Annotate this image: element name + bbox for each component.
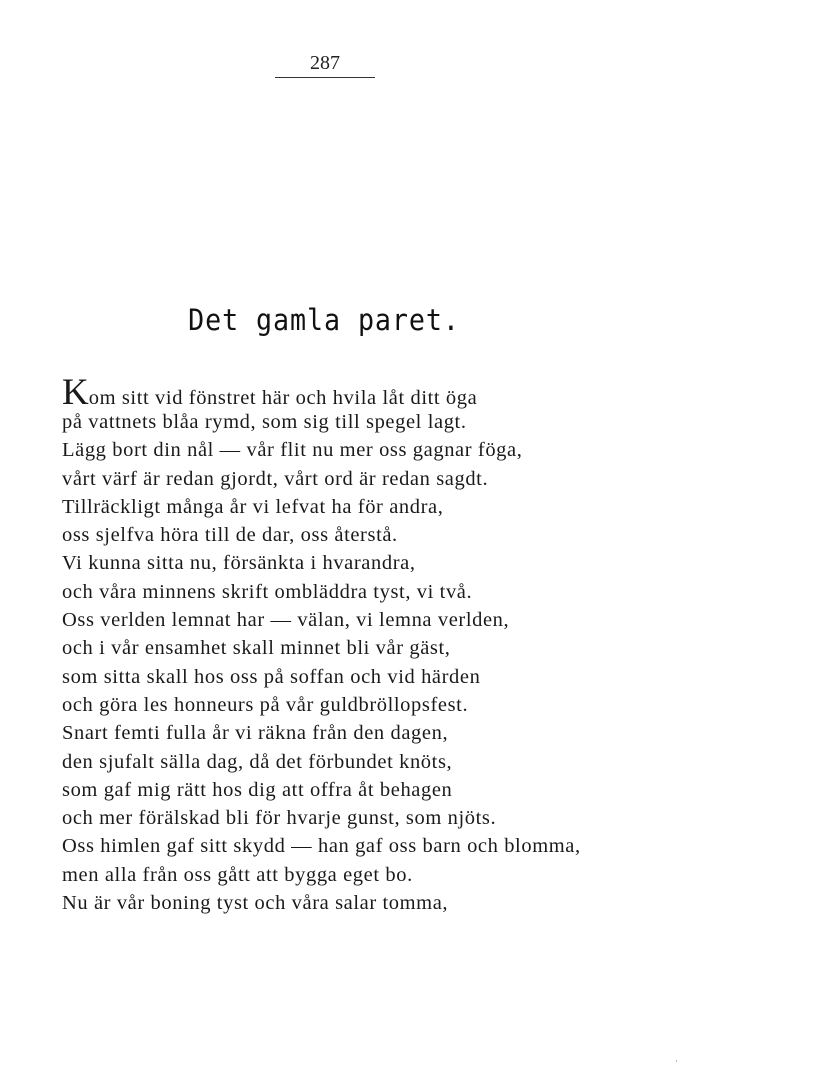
verse-line: oss sjelfva höra till de dar, oss återstå. <box>62 524 398 547</box>
poem-body <box>62 372 622 917</box>
verse-line: den sjufalt sälla dag, då det förbundet knöts, <box>62 750 453 773</box>
verse-line: vårt värf är redan gjordt, vårt ord är redan sagdt. <box>62 467 489 490</box>
verse-line: på vattnets blåa rymd, som sig till spegel lagt. <box>62 411 467 433</box>
verse-line: som sitta skall hos oss på soffan och vid härden <box>62 665 481 688</box>
verse-line: och våra minnens skrift ombläddra tyst, vi två. <box>62 580 473 603</box>
verse-line: Snart femti fulla år vi räkna från den dagen, <box>62 722 449 745</box>
poem-title: Det gamla paret. <box>188 303 460 337</box>
verse-line: Nu är vår boning tyst och våra salar tomma, <box>62 892 449 915</box>
verse-line: Lägg bort din nål — vår flit nu mer oss gagnar föga, <box>62 439 523 462</box>
verse-line: som gaf mig rätt hos dig att offra åt behagen <box>62 778 453 801</box>
verse-line: Vi kunna sitta nu, försänkta i hvarandra, <box>62 552 416 575</box>
page-number: 287 <box>310 52 340 74</box>
verse-line: och mer förälskad bli för hvarje gunst, som njöts. <box>62 807 497 830</box>
verse-line: men alla från oss gått att bygga eget bo. <box>62 863 413 886</box>
paper-speck <box>676 1060 677 1062</box>
drop-cap: K <box>62 372 89 413</box>
verse-line: Oss himlen gaf sitt skydd — han gaf oss barn och blomma, <box>62 835 581 858</box>
verse-line <box>62 372 622 413</box>
verse-line: Tillräckligt många år vi lefvat ha för andra, <box>62 495 444 518</box>
verse-line: Oss verlden lemnat har — välan, vi lemna verlden, <box>62 609 510 632</box>
verse-line-text: om sitt vid fönstret här och hvila låt ditt öga <box>88 387 478 409</box>
page-number-rule <box>275 77 375 78</box>
verse-line: och i vår ensamhet skall minnet bli vår gäst, <box>62 637 451 660</box>
verse-line: och göra les honneurs på vår guldbröllopsfest. <box>62 693 469 716</box>
